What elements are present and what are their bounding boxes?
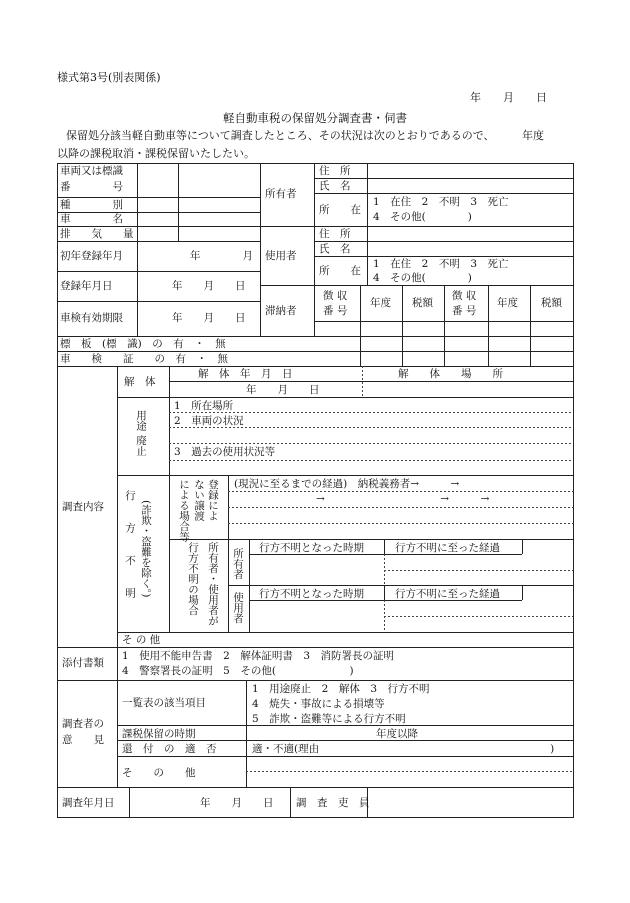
scrap-date-header: 解 体 年 月 日	[198, 368, 293, 380]
intro-text-line2: 以降の課税取消・課税保留いたしたい。	[57, 147, 255, 160]
refund-value[interactable]: 適・不適(理由 )	[252, 743, 555, 755]
opinion-label-2: 意 見	[62, 734, 104, 746]
owner-label: 所有者	[265, 188, 297, 200]
owner-missing-time: 行方不明となった時期	[259, 542, 364, 554]
owner-address-label: 住 所	[319, 165, 351, 177]
vehicle-type-label: 種 別	[60, 199, 123, 211]
transfer-label-b: ない譲渡	[193, 479, 206, 521]
registration-date-label: 登録年月日	[60, 280, 113, 292]
user-missing-time: 行方不明となった時期	[259, 588, 364, 600]
owner-name-label: 氏 名	[319, 180, 351, 192]
arrears-amount-header: 税額	[412, 297, 433, 309]
document-date[interactable]: 年 月 日	[470, 91, 547, 104]
list-item-label: 一覧表の該当項目	[122, 697, 206, 709]
user-address-label: 住 所	[319, 228, 351, 240]
user-missing-process: 行方不明に至った経過	[395, 588, 500, 600]
displacement-label: 排 気 量	[60, 228, 134, 240]
refund-label: 還 付 の 適 否	[122, 743, 217, 755]
disuse-item-history[interactable]: 3 過去の使用状況等	[174, 446, 276, 458]
arrears-collect-no-2: 番 号	[323, 305, 348, 317]
tax-hold-value[interactable]: 年度以降	[376, 728, 418, 740]
missing-owner-label: 所有者	[232, 548, 245, 580]
first-registration-value[interactable]: 年 月	[190, 250, 253, 262]
opinion-other-label: そ の 他	[122, 767, 196, 779]
registration-date-value[interactable]: 年 月 日	[172, 280, 246, 292]
scrap-place-header: 解 体 場 所	[398, 368, 503, 380]
user-whereabouts-label: 所 在	[319, 265, 361, 277]
missing-case-b: 行方不明の場合	[187, 542, 200, 616]
owner-whereabouts-label: 所 在	[319, 204, 361, 216]
missing-user-label: 使用者	[232, 592, 245, 624]
arrears-collect-no-2b: 番 号	[452, 305, 477, 317]
plate-number-label-2: 番 号	[60, 181, 123, 193]
arrears-collect-no-1: 徴 収	[323, 290, 348, 302]
list-item-line1[interactable]: 1 用途廃止 2 解体 3 行方不明	[252, 683, 430, 695]
attachments-label: 添付書類	[62, 657, 104, 669]
arrears-year-header-b: 年度	[497, 297, 518, 309]
scrap-label: 解 体	[124, 376, 156, 388]
disuse-label-2: 廃止	[135, 435, 148, 456]
intro-text-line1: 保留処分該当軽自動車等について調査したところ、その状況は次のとおりであるので、 年度	[66, 129, 545, 142]
user-whereabouts-other[interactable]: 4 その他( )	[373, 272, 472, 284]
disuse-item-condition[interactable]: 2 車両の状況	[174, 415, 244, 427]
missing-label: 行方不明	[124, 490, 137, 620]
owner-whereabouts-options[interactable]: 1 在住 2 不明 3 死亡	[373, 196, 509, 208]
transfer-label-a: 登録によ	[207, 479, 220, 521]
arrears-amount-header-b: 税額	[541, 297, 562, 309]
inspection-expiry-value[interactable]: 年 月 日	[172, 312, 246, 324]
transfer-arrows[interactable]: → → →	[316, 493, 490, 505]
vehicle-name-label: 車 名	[60, 213, 123, 225]
arrears-year-header: 年度	[370, 297, 391, 309]
attachments-line1[interactable]: 1 使用不能申告書 2 解体証明書 3 消防署長の証明	[122, 650, 395, 662]
investigation-label: 調査内容	[62, 501, 104, 513]
disuse-item-location[interactable]: 1 所在場所	[174, 400, 234, 412]
missing-case-a: 所有者・使用者が	[207, 542, 220, 626]
attachments-line2[interactable]: 4 警察署長の証明 5 その他( )	[122, 665, 354, 677]
arrears-label: 滞納者	[265, 305, 297, 317]
first-registration-label: 初年登録年月	[60, 250, 123, 262]
list-item-line2[interactable]: 4 焼失・事故による損壊等	[252, 698, 385, 710]
investigation-other-label: そ の 他	[122, 634, 161, 646]
owner-whereabouts-other[interactable]: 4 その他( )	[373, 211, 472, 223]
user-whereabouts-options[interactable]: 1 在住 2 不明 3 死亡	[373, 258, 509, 270]
form-number: 様式第3号(別表関係)	[57, 71, 161, 84]
plate-presence[interactable]: 標 板 (標 識) の 有 ・ 無	[60, 338, 226, 350]
survey-staff-label: 調 査 吏 員	[296, 797, 370, 809]
inspection-expiry-label: 車検有効期限	[60, 312, 123, 324]
disuse-label-1: 用途	[135, 410, 148, 431]
user-name-label: 氏 名	[319, 243, 351, 255]
scrap-date-value[interactable]: 年 月 日	[246, 384, 320, 396]
certificate-presence[interactable]: 車 検 証 の 有 ・ 無	[60, 353, 228, 365]
document-title: 軽自動車税の保留処分調査書・伺書	[223, 111, 407, 125]
survey-date-label: 調査年月日	[62, 797, 115, 809]
tax-hold-label: 課税保留の時期	[122, 728, 196, 740]
survey-date-value[interactable]: 年 月 日	[200, 797, 274, 809]
missing-note: (詐欺・盗難を除く。)	[140, 500, 153, 598]
opinion-label-1: 調査者の	[62, 718, 104, 730]
owner-missing-process: 行方不明に至った経過	[395, 542, 500, 554]
user-label: 使用者	[265, 250, 297, 262]
transfer-label-c: による場合等	[178, 479, 191, 542]
transfer-history[interactable]: (現況に至るまでの経過) 納税義務者→ →	[234, 478, 460, 490]
plate-number-label-1: 車両又は標識	[60, 165, 123, 177]
arrears-collect-no-1b: 徴 収	[452, 290, 477, 302]
list-item-line3[interactable]: 5 詐欺・盗難等による行方不明	[252, 713, 406, 725]
